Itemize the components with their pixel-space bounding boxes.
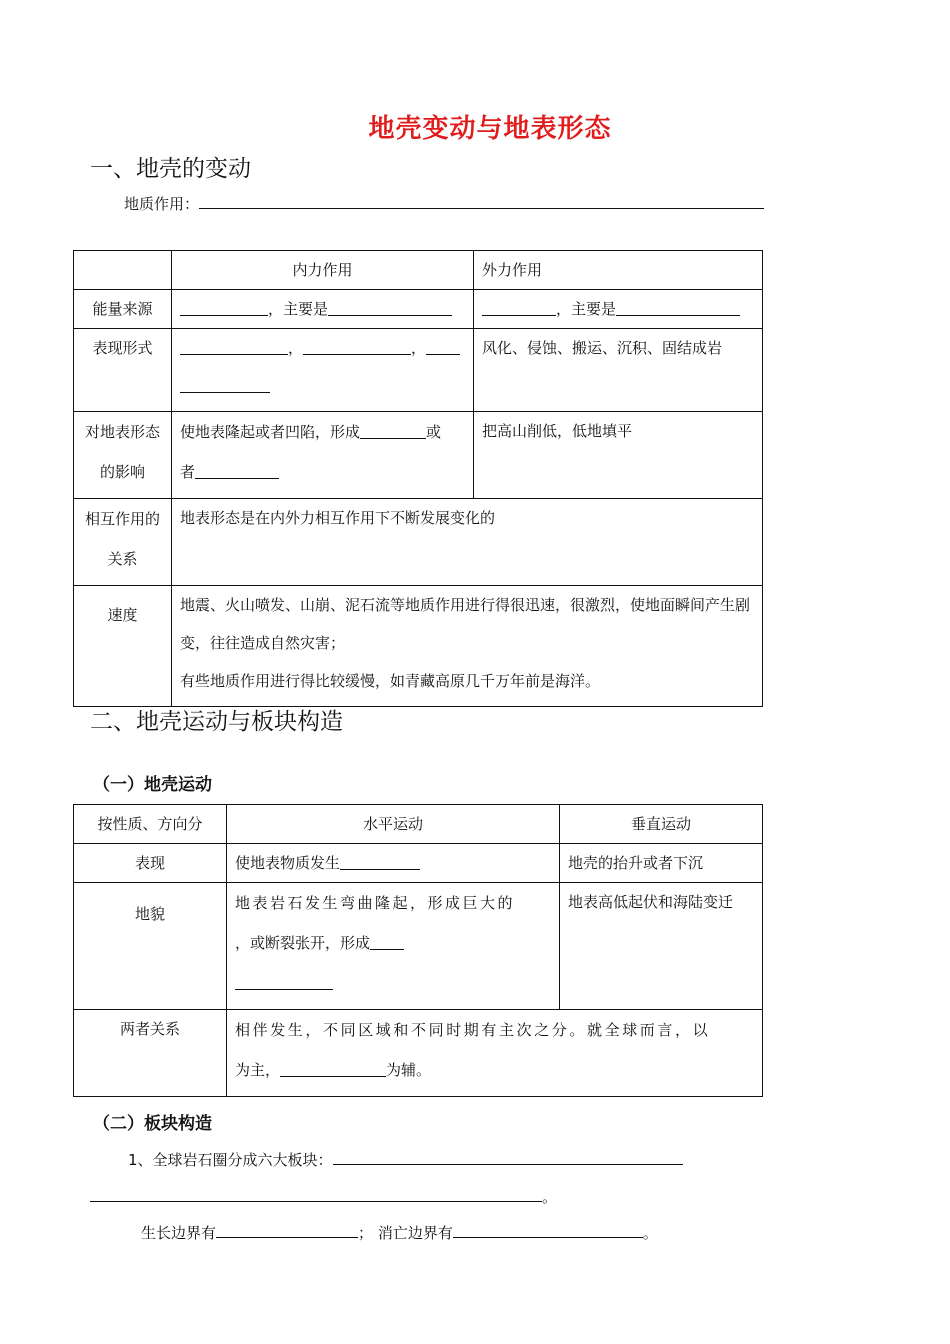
row-label-relation: 相互作用的关系 xyxy=(74,499,172,586)
relation-content: 地表形态是在内外力相互作用下不断发展变化的 xyxy=(172,499,763,586)
plates-row xyxy=(128,1149,683,1170)
geo-action-blank[interactable] xyxy=(199,194,764,209)
appearance-horizontal-text: 使地表物质发生 xyxy=(235,854,341,872)
landform-horizontal-text-a: 地表岩石发生弯曲隆起，形成巨大的 xyxy=(235,894,516,912)
impact-inner-text-c: 者 xyxy=(180,463,196,481)
energy-outer-blank-1[interactable] xyxy=(482,299,556,316)
section2-heading: 二、地壳运动与板块构造 xyxy=(90,709,343,735)
landform-vertical-cell: 地表高低起伏和海陆变迁 xyxy=(560,883,763,1010)
energy-outer-sep: ，主要是 xyxy=(556,300,617,318)
table-row xyxy=(74,1010,763,1097)
form-outer-cell: 风化、侵蚀、搬运、沉积、固结成岩 xyxy=(474,329,763,412)
geo-action-label: 地质作用： xyxy=(124,195,200,213)
speed-content-1: 地震、火山喷发、山崩、泥石流等地质作用进行得很迅速，很激烈，使地面瞬间产生剧变，往往造成自然灾害； xyxy=(180,596,751,652)
relationship-blank[interactable] xyxy=(280,1060,386,1077)
relationship-text-b: 为主， xyxy=(235,1061,281,1079)
section1-heading: 一、地壳的变动 xyxy=(90,156,251,182)
boundary-period: 。 xyxy=(642,1224,658,1242)
form-blank-4[interactable] xyxy=(180,376,270,393)
relationship-content xyxy=(227,1010,763,1097)
table-header-outer: 外力作用 xyxy=(474,251,763,290)
subduction-boundary-label: 消亡边界有 xyxy=(377,1224,453,1242)
form-inner-cell xyxy=(172,329,474,412)
crust-movement-table xyxy=(73,804,763,1097)
geo-action-row xyxy=(124,193,764,214)
row-label-appearance: 表现 xyxy=(74,844,227,883)
row-label-energy: 能量来源 xyxy=(74,290,172,329)
energy-outer-blank-2[interactable] xyxy=(616,299,740,316)
form-blank-2[interactable] xyxy=(303,338,411,355)
movement-header-vertical: 垂直运动 xyxy=(560,805,763,844)
energy-inner-blank-1[interactable] xyxy=(180,299,268,316)
impact-blank-1[interactable] xyxy=(360,422,426,439)
table-row xyxy=(74,290,763,329)
plates-blank-1[interactable] xyxy=(333,1150,683,1165)
plates-row-2 xyxy=(90,1186,557,1207)
appearance-vertical-cell: 地壳的抬升或者下沉 xyxy=(560,844,763,883)
energy-outer-cell xyxy=(474,290,763,329)
form-blank-3[interactable] xyxy=(426,338,460,355)
appearance-horizontal-cell xyxy=(227,844,560,883)
row-label-speed: 速度 xyxy=(74,586,172,707)
boundary-row xyxy=(141,1222,658,1243)
row-label-relationship: 两者关系 xyxy=(74,1010,227,1097)
movement-header-horizontal: 水平运动 xyxy=(227,805,560,844)
subsection-crust-movement: （一）地壳运动 xyxy=(93,775,212,795)
row-label-impact: 对地表形态的影响 xyxy=(74,412,172,499)
table-header-empty xyxy=(74,251,172,290)
relationship-text-a: 相伴发生，不同区域和不同时期有主次之分。就全球而言，以 xyxy=(235,1021,711,1039)
growth-boundary-label: 生长边界有 xyxy=(141,1224,217,1242)
row-label-form: 表现形式 xyxy=(74,329,172,412)
relationship-text-c: 为辅。 xyxy=(386,1061,432,1079)
form-sep-2: ， xyxy=(411,339,427,357)
table-header-inner: 内力作用 xyxy=(172,251,474,290)
row-label-landform: 地貌 xyxy=(74,883,227,1010)
plates-blank-2[interactable] xyxy=(90,1187,542,1202)
landform-blank-2[interactable] xyxy=(235,973,333,990)
subduction-boundary-blank[interactable] xyxy=(453,1223,643,1238)
plates-period: 。 xyxy=(542,1188,558,1206)
table-row xyxy=(74,586,763,707)
table-row xyxy=(74,499,763,586)
energy-inner-cell xyxy=(172,290,474,329)
impact-inner-text-a: 使地表隆起或者凹陷，形成 xyxy=(180,423,361,441)
impact-blank-2[interactable] xyxy=(195,462,279,479)
impact-inner-text-b: 或 xyxy=(426,423,442,441)
energy-inner-blank-2[interactable] xyxy=(328,299,452,316)
boundary-separator: ； xyxy=(358,1224,374,1242)
movement-header-classify: 按性质、方向分 xyxy=(74,805,227,844)
impact-inner-cell xyxy=(172,412,474,499)
table-row xyxy=(74,805,763,844)
page-title: 地壳变动与地表形态 xyxy=(368,114,612,144)
table-row xyxy=(74,883,763,1010)
landform-blank-1[interactable] xyxy=(370,933,404,950)
impact-outer-cell: 把高山削低，低地填平 xyxy=(474,412,763,499)
table-row xyxy=(74,329,763,412)
landform-horizontal-text-b: ，或断裂张开，形成 xyxy=(235,934,371,952)
table-row xyxy=(74,844,763,883)
plates-label: 1、全球岩石圈分成六大板块： xyxy=(128,1151,333,1169)
form-sep-1: ， xyxy=(288,339,304,357)
subsection-plate-tectonics: （二）板块构造 xyxy=(93,1114,212,1134)
growth-boundary-blank[interactable] xyxy=(216,1223,358,1238)
table-row xyxy=(74,412,763,499)
table-row xyxy=(74,251,763,290)
speed-content xyxy=(172,586,763,707)
speed-content-2: 有些地质作用进行得比较缓慢，如青藏高原几千万年前是海洋。 xyxy=(180,672,601,690)
form-blank-1[interactable] xyxy=(180,338,288,355)
geo-action-table xyxy=(73,250,763,707)
landform-horizontal-cell xyxy=(227,883,560,1010)
energy-inner-sep: ，主要是 xyxy=(268,300,329,318)
appearance-horizontal-blank[interactable] xyxy=(340,853,420,870)
